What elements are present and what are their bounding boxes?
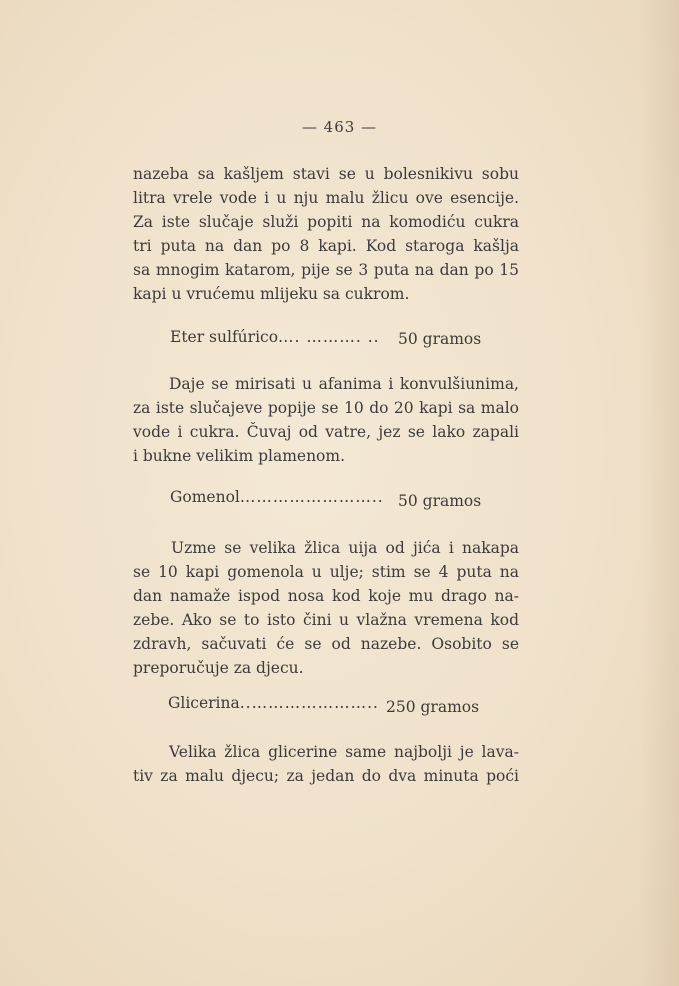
ingredient-quantity: 50 gramos [398, 492, 482, 510]
text-line: vode i cukra. Čuvaj od vatre, jez se lako zapali [133, 423, 519, 441]
leader-dots: …………………….. [239, 488, 384, 506]
text-line: Daje se mirisati u afanima i konvulšiunima, [169, 375, 519, 393]
paragraph-4 [133, 740, 519, 788]
ingredient-name: Glicerina [168, 694, 240, 712]
page-edge-shadow [639, 0, 679, 986]
text-line: nazeba sa kašljem stavi se u bolesnikivu sobu [133, 165, 519, 183]
page-number: — 463 — [301, 118, 378, 136]
ingredient-glicerina [168, 694, 480, 716]
ingredient-quantity: 250 gramos [386, 698, 480, 716]
text-line: litra vrele vode i u nju malu žlicu ove esencije. [133, 189, 519, 207]
text-line: i bukne velikim plamenom. [133, 447, 346, 465]
ingredient-name: Gomenol [170, 488, 240, 506]
leader-dots: …. ………. .. [278, 328, 380, 346]
text-line: za iste slučajeve popije se 10 do 20 kapi sa malo [133, 399, 519, 417]
text-line: tiv za malu djecu; za jedan do dva minuta poći [133, 767, 519, 785]
text-line: dan namaže ispod nosa kod koje mu drago na- [133, 587, 519, 605]
text-line: zdravh, sačuvati će se od nazebe. Osobito se [133, 635, 519, 653]
text-line: kapi u vrućemu mlijeku sa cukrom. [133, 285, 410, 303]
text-line: tri puta na dan po 8 kapi. Kod staroga kašlja [133, 237, 519, 255]
text-line: se 10 kapi gomenola u ulje; stim se 4 puta na [133, 563, 519, 581]
leader-dots: ..………………….. [239, 694, 379, 712]
text-line: zebe. Ako se to isto čini u vlažna vremena kod [133, 611, 519, 629]
ingredient-gomenol [170, 488, 482, 510]
text-line: sa mnogim katarom, pije se 3 puta na dan po 15 [133, 261, 519, 279]
text-line: preporučuje za djecu. [133, 659, 304, 677]
paragraph-2 [133, 372, 519, 468]
text-line: Za iste slučaje služi popiti na komodiću cukra [133, 213, 519, 231]
text-line: Uzme se velika žlica uija od jića i nakapa [171, 539, 519, 557]
paragraph-1 [133, 162, 519, 306]
paragraph-3 [133, 536, 519, 680]
ingredient-quantity: 50 gramos [398, 330, 482, 348]
ingredient-eter [170, 328, 482, 348]
text-line: Velika žlica glicerine same najbolji je lava- [169, 743, 519, 761]
ingredient-name: Eter sulfúrico [170, 328, 279, 346]
